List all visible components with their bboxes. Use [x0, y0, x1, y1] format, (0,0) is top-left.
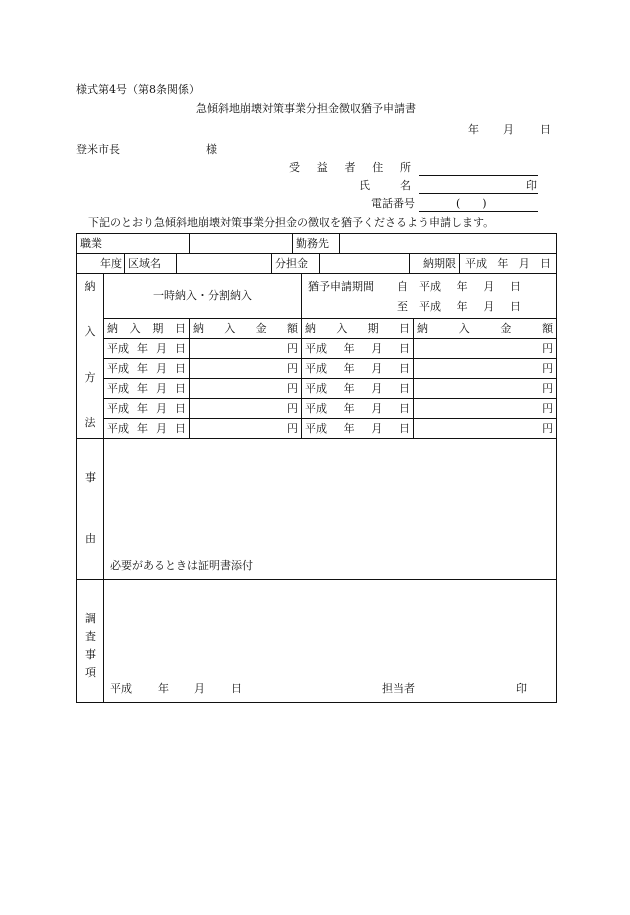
workplace-label: 勤務先	[293, 234, 340, 253]
year-row	[77, 254, 557, 274]
applicant-name-label: 氏 名	[359, 179, 411, 192]
method-options[interactable]: 一時納入・分割納入	[104, 274, 302, 319]
period-to-date[interactable]: 平成 年 月 日	[419, 300, 521, 313]
survey-era: 平成	[110, 682, 132, 695]
pay-date-cell[interactable]: 平成 年 月 日	[104, 399, 190, 419]
survey-field[interactable]	[104, 580, 557, 703]
pay-amount-cell[interactable]: 円	[190, 399, 302, 419]
reason-field[interactable]	[104, 439, 557, 580]
workplace-field[interactable]	[340, 234, 556, 253]
pay-amount-cell[interactable]: 円	[190, 339, 302, 359]
area-name-label: 区域名	[125, 254, 177, 273]
share-field[interactable]	[320, 254, 410, 273]
survey-seal: 印	[516, 682, 527, 695]
pay-amount-cell[interactable]: 円	[190, 419, 302, 439]
table-row	[77, 419, 557, 439]
payment-method-label: 納 入 方 法	[77, 274, 104, 439]
table-row	[77, 399, 557, 419]
fiscal-year-label: 年度	[77, 254, 125, 273]
survey-day: 日	[231, 682, 242, 695]
date-day: 日	[540, 123, 551, 136]
pay-amount-cell[interactable]: 円	[414, 379, 557, 399]
phone-parens: ( )	[456, 197, 487, 210]
pay-date-cell[interactable]: 平成 年 月 日	[302, 359, 414, 379]
date-month: 月	[503, 123, 514, 136]
occupation-label: 職業	[77, 234, 190, 254]
reason-label: 事 由	[77, 439, 104, 580]
col-pay-amount-2: 納 入 金 額	[414, 319, 557, 339]
table-row	[77, 379, 557, 399]
phone-label: 電話番号	[371, 197, 415, 210]
application-table	[76, 233, 557, 703]
method-row	[77, 274, 557, 319]
pay-date-cell[interactable]: 平成 年 月 日	[302, 419, 414, 439]
pay-amount-cell[interactable]: 円	[414, 399, 557, 419]
addressee-honorific: 様	[206, 143, 217, 156]
addressee-name: 登米市長	[76, 143, 120, 156]
pay-date-cell[interactable]: 平成 年 月 日	[104, 419, 190, 439]
pay-amount-cell[interactable]: 円	[190, 359, 302, 379]
share-label: 分担金	[272, 254, 320, 273]
deferral-period-label: 猶予申請期間	[308, 280, 374, 293]
payment-header-row	[77, 319, 557, 339]
survey-label: 調 査 事 項	[77, 580, 104, 703]
deadline-label: 納期限	[410, 254, 460, 273]
period-from-date[interactable]: 平成 年 月 日	[419, 280, 521, 293]
survey-officer: 担当者	[382, 682, 415, 695]
form-title: 急傾斜地崩壊対策事業分担金徴収猶予申請書	[196, 102, 416, 115]
pay-amount-cell[interactable]: 円	[414, 339, 557, 359]
deadline-value[interactable]: 平成 年 月 日	[465, 257, 552, 270]
reason-note: 必要があるときは証明書添付	[110, 559, 253, 572]
pay-date-cell[interactable]: 平成 年 月 日	[302, 379, 414, 399]
area-name-field[interactable]	[177, 254, 272, 273]
address-field-line[interactable]	[419, 175, 538, 176]
date-year: 年	[468, 123, 479, 136]
col-pay-date-2: 納 入 期 日	[302, 319, 414, 339]
to-label: 至	[397, 300, 408, 313]
survey-row	[77, 580, 557, 703]
intro-text: 下記のとおり急傾斜地崩壊対策事業分担金の徴収を猶予くださるよう申請します。	[88, 216, 495, 229]
occupation-row	[77, 234, 557, 254]
reason-row	[77, 439, 557, 580]
occupation-field[interactable]	[190, 234, 293, 253]
survey-month: 月	[194, 682, 205, 695]
pay-date-cell[interactable]: 平成 年 月 日	[104, 339, 190, 359]
survey-year: 年	[158, 682, 169, 695]
form-number: 様式第4号（第8条関係）	[76, 83, 200, 96]
pay-date-cell[interactable]: 平成 年 月 日	[104, 379, 190, 399]
col-pay-amount-1: 納 入 金 額	[190, 319, 302, 339]
pay-date-cell[interactable]: 平成 年 月 日	[302, 399, 414, 419]
name-field-line[interactable]	[419, 193, 538, 194]
seal-mark: 印	[526, 179, 537, 192]
pay-amount-cell[interactable]: 円	[414, 419, 557, 439]
table-row	[77, 359, 557, 379]
pay-amount-cell[interactable]: 円	[414, 359, 557, 379]
col-pay-date-1: 納 入 期 日	[104, 319, 190, 339]
pay-date-cell[interactable]: 平成 年 月 日	[104, 359, 190, 379]
phone-field-line[interactable]	[419, 211, 538, 212]
pay-date-cell[interactable]: 平成 年 月 日	[302, 339, 414, 359]
pay-amount-cell[interactable]: 円	[190, 379, 302, 399]
table-row	[77, 339, 557, 359]
applicant-address-label: 受 益 者 住 所	[289, 161, 411, 174]
from-label: 自	[397, 280, 408, 293]
